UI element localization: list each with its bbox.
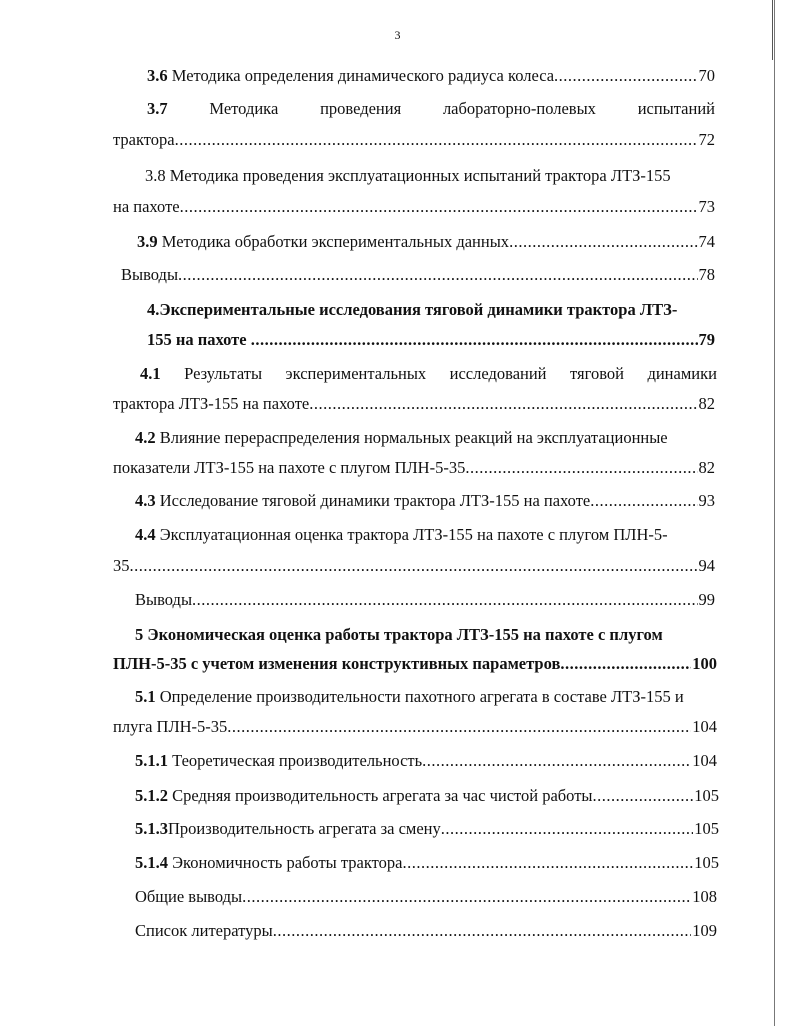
toc-entry-number: 4.1 xyxy=(140,364,161,383)
toc-entry-page: 105 xyxy=(694,853,719,872)
toc-entry-number: 3.6 xyxy=(147,66,168,85)
toc-entry-3-6[interactable] xyxy=(147,66,715,86)
toc-leader xyxy=(402,853,693,873)
toc-entry-title: трактора xyxy=(113,130,175,149)
toc-entry-title: на пахоте xyxy=(113,197,180,216)
toc-entry-page: 105 xyxy=(694,819,719,838)
toc-entry-5-1-3[interactable] xyxy=(135,819,719,839)
toc-chapter-5-cont[interactable] xyxy=(113,654,717,674)
toc-entry-title: 5 Экономическая оценка работы трактора ЛТЗ-155 на пахоте с плугом xyxy=(135,625,663,644)
toc-entry-title: Методика определения динамического радиуса колеса xyxy=(171,66,555,85)
toc-entry-title: Производительность агрегата за смену xyxy=(168,819,441,838)
toc-leader xyxy=(509,232,697,252)
toc-entry-4-1-cont[interactable] xyxy=(113,394,715,414)
toc-entry-page: 99 xyxy=(698,590,715,609)
toc-entry-title: Выводы xyxy=(121,265,179,284)
page-number: 3 xyxy=(394,28,401,42)
toc-entry-title: 155 на пахоте xyxy=(147,330,247,349)
toc-entry-number: 5.1 xyxy=(135,687,156,706)
toc-entry-title: Общие выводы xyxy=(135,887,243,906)
toc-entry-word: экспериментальных xyxy=(285,364,427,383)
toc-entry-title: Методика обработки экспериментальных данных xyxy=(161,232,510,251)
toc-leader xyxy=(273,921,692,941)
toc-entry-3-9[interactable] xyxy=(137,232,715,252)
toc-entry-word: исследований xyxy=(449,364,547,383)
toc-leader xyxy=(130,556,698,576)
toc-leader xyxy=(180,197,698,217)
toc-entry-word: Методика xyxy=(209,99,279,118)
toc-entry-title: Теоретическая производительность xyxy=(172,751,423,770)
toc-entry-page: 93 xyxy=(698,491,715,510)
toc-entry-5-1-4[interactable] xyxy=(135,853,719,873)
toc-entry-word: тяговой xyxy=(570,364,624,383)
toc-entry-4-2-cont[interactable] xyxy=(113,458,715,478)
toc-entry-word: динамики xyxy=(647,364,717,383)
toc-entry-4-2[interactable] xyxy=(135,428,717,448)
toc-entry-page: 105 xyxy=(694,786,719,805)
toc-entry-conclusions-4[interactable] xyxy=(135,590,715,610)
toc-entry-title: плуга ПЛН-5-35 xyxy=(113,717,228,736)
toc-entry-number: 5.1.3 xyxy=(135,819,168,838)
toc-entry-title: трактора ЛТЗ-155 на пахоте xyxy=(113,394,310,413)
toc-entry-3-8-cont[interactable] xyxy=(113,197,715,217)
toc-entry-page: 108 xyxy=(692,887,717,906)
toc-entry-5-1-1[interactable] xyxy=(135,751,717,771)
toc-leader xyxy=(422,751,691,771)
toc-entry-title: 35 xyxy=(113,556,130,575)
toc-entry-3-7-cont[interactable] xyxy=(113,130,715,150)
toc-entry-number: 4.2 xyxy=(135,428,156,447)
toc-entry-title: 3.8 Методика проведения эксплуатационных испытаний трактора ЛТЗ-155 xyxy=(145,166,671,185)
toc-entry-title: 4.Экспериментальные исследования тяговой динамики трактора ЛТЗ- xyxy=(147,300,678,319)
toc-leader xyxy=(242,887,691,907)
toc-entry-title: Экономичность работы трактора xyxy=(172,853,403,872)
toc-entry-4-4-cont[interactable] xyxy=(113,556,715,576)
toc-leader xyxy=(178,265,697,285)
toc-entry-3-8[interactable] xyxy=(145,166,715,186)
toc-entry-title: ПЛН-5-35 с учетом изменения конструктивных параметров xyxy=(113,654,561,673)
toc-entry-page: 82 xyxy=(698,458,715,477)
toc-entry-page: 78 xyxy=(698,265,715,284)
toc-entry-page: 94 xyxy=(698,556,715,575)
toc-entry-title: Средняя производительность агрегата за час чистой работы xyxy=(172,786,593,805)
toc-entry-page: 70 xyxy=(698,66,715,85)
toc-entry-title: Эксплуатационная оценка трактора ЛТЗ-155 на пахоте с плугом ПЛН-5- xyxy=(159,525,668,544)
toc-entry-number: 5.1.4 xyxy=(135,853,168,872)
toc-entry-5-1-cont[interactable] xyxy=(113,717,717,737)
toc-entry-page: 72 xyxy=(698,130,715,149)
toc-entry-3-7[interactable] xyxy=(147,99,715,119)
toc-leader xyxy=(554,66,697,86)
toc-entry-word: испытаний xyxy=(637,99,715,118)
toc-leader xyxy=(590,491,697,511)
page-edge xyxy=(774,0,775,1026)
toc-entry-4-4[interactable] xyxy=(135,525,719,545)
toc-leader xyxy=(192,590,697,610)
toc-leader xyxy=(560,654,691,674)
toc-entry-page: 109 xyxy=(692,921,717,940)
toc-entry-number: 3.9 xyxy=(137,232,158,251)
toc-entry-word: Результаты xyxy=(184,364,263,383)
toc-entry-4-1[interactable] xyxy=(140,364,717,384)
toc-leader xyxy=(465,458,697,478)
toc-entry-references[interactable] xyxy=(135,921,717,941)
toc-entry-5-1[interactable] xyxy=(135,687,719,707)
toc-entry-conclusions-3[interactable] xyxy=(121,265,715,285)
toc-entry-page: 100 xyxy=(692,654,717,673)
toc-entry-number: 5.1.2 xyxy=(135,786,168,805)
toc-entry-title: Определение производительности пахотного агрегата в составе ЛТЗ-155 и xyxy=(159,687,684,706)
toc-entry-title: Влияние перераспределения нормальных реакций на эксплуатационные xyxy=(159,428,668,447)
toc-entry-page: 104 xyxy=(692,751,717,770)
toc-chapter-4-cont[interactable] xyxy=(147,330,715,350)
toc-entry-general-conclusions[interactable] xyxy=(135,887,717,907)
toc-entry-title: Выводы xyxy=(135,590,193,609)
toc-entry-page: 82 xyxy=(698,394,715,413)
toc-chapter-4[interactable] xyxy=(147,300,717,320)
toc-entry-number: 4.3 xyxy=(135,491,156,510)
toc-entry-page: 79 xyxy=(698,330,715,349)
toc-entry-number: 4.4 xyxy=(135,525,156,544)
toc-chapter-5[interactable] xyxy=(135,625,719,645)
toc-leader xyxy=(175,130,698,150)
toc-leader xyxy=(251,330,698,350)
toc-entry-5-1-2[interactable] xyxy=(135,786,719,806)
toc-entry-page: 73 xyxy=(698,197,715,216)
toc-entry-title: Список литературы xyxy=(135,921,273,940)
toc-entry-page: 104 xyxy=(692,717,717,736)
toc-entry-number: 3.7 xyxy=(147,99,168,118)
toc-leader xyxy=(309,394,697,414)
toc-leader xyxy=(227,717,691,737)
toc-entry-4-3[interactable] xyxy=(135,491,715,511)
toc-leader xyxy=(441,819,694,839)
toc-entry-word: лабораторно-полевых xyxy=(442,99,596,118)
toc-entry-number: 5.1.1 xyxy=(135,751,168,770)
toc-entry-title: показатели ЛТЗ-155 на пахоте с плугом ПЛН-5-35 xyxy=(113,458,466,477)
toc-entry-title: Исследование тяговой динамики трактора ЛТЗ-155 на пахоте xyxy=(159,491,591,510)
toc-entry-word: проведения xyxy=(320,99,402,118)
toc-entry-page: 74 xyxy=(698,232,715,251)
toc-leader xyxy=(593,786,694,806)
